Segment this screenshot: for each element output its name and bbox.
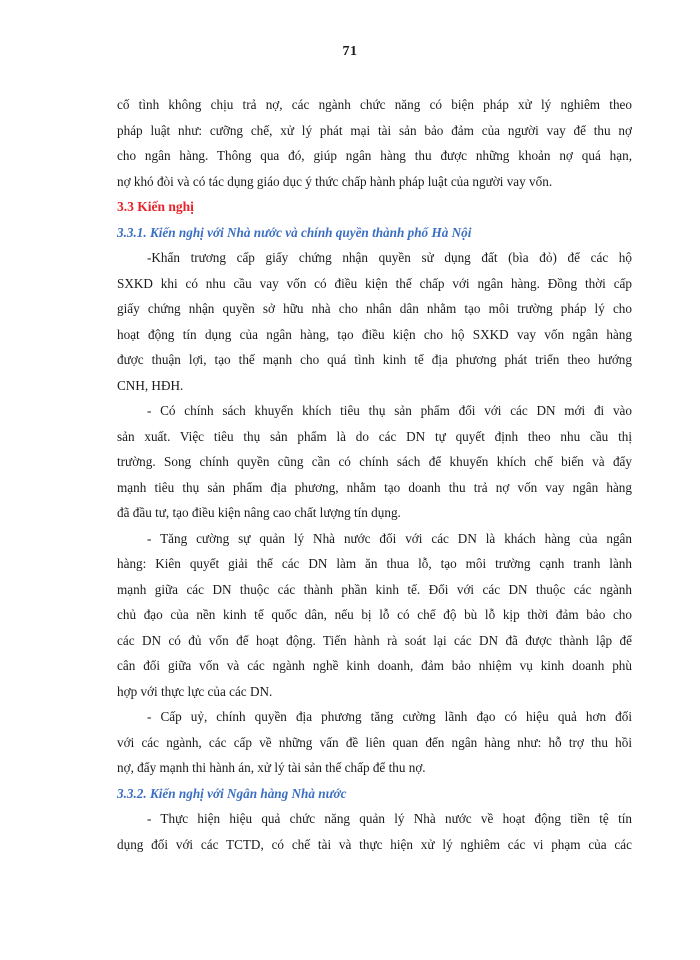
page-number: 71 <box>342 44 358 59</box>
subsection-heading-2: 3.3.2. Kiến nghị với Ngân hàng Nhà nước <box>117 785 347 801</box>
text-line: các DN có đủ vốn để hoạt động. Tiến hành rà soát lại các DN đã được thành lập để <box>117 632 632 648</box>
text-line: cân đối giữa vốn và các ngành nghề kinh doanh, đảm bảo nhiệm vụ kinh doanh phù <box>117 658 632 673</box>
text-line: pháp luật như: cưỡng chế, xử lý phát mại tài sản bảo đảm của người vay để thu nợ <box>117 122 632 138</box>
text-line: đã đầu tư, tạo điều kiện nâng cao chất lượng tín dụng. <box>117 505 401 520</box>
text-line: - Thực hiện hiệu quả chức năng quản lý Nhà nước về hoạt động tiền tệ tín <box>147 811 632 826</box>
text-line: - Cấp uỷ, chính quyền địa phương tăng cường lãnh đạo có hiệu quả hơn đối <box>147 709 632 724</box>
text-line: hàng: Kiên quyết giải thể các DN làm ăn thua lỗ, tạo môi trường cạnh tranh lành <box>117 556 632 571</box>
text-line: - Có chính sách khuyến khích tiêu thụ sản phẩm đối với các DN mới đi vào <box>147 403 632 418</box>
text-line: nợ khó đòi và có tác dụng giáo dục ý thức chấp hành pháp luật của người vay vốn. <box>117 173 553 189</box>
paragraph-state-management <box>117 526 632 705</box>
text-line: sản xuất. Việc tiêu thụ sản phẩm là do các DN tự quyết định theo nhu cầu thị <box>117 428 632 444</box>
text-line: trường. Song chính quyền cũng cần có chính sách để khuyến khích chế biến và đẩy <box>117 454 632 469</box>
text-line: cho ngân hàng. Thông qua đó, giúp ngân hàng thu được những khoản nợ quá hạn, <box>117 148 632 163</box>
paragraph-land-certificate <box>117 245 632 398</box>
text-line: dụng đối với các TCTD, có chế tài và thực hiện xử lý nghiêm các vi phạm của các <box>117 836 632 852</box>
text-line: với các ngành, các cấp về những vấn đề liên quan đến ngân hàng như: hỗ trợ thu hồi <box>117 734 632 750</box>
subsection-heading-1: 3.3.1. Kiến nghị với Nhà nước và chính quyền thành phố Hà Nội <box>117 224 472 240</box>
text-line: hợp với thực lực của các DN. <box>117 683 273 699</box>
text-line: mạnh tiêu thụ sản phẩm địa phương, nhằm tạo doanh thu trả nợ vốn vay ngân hàng <box>117 479 632 495</box>
text-line: giấy chứng nhận quyền sở hữu nhà cho nhân dân nhằm tạo môi trường pháp lý cho <box>117 301 632 316</box>
text-line: cố tình không chịu trả nợ, các ngành chức năng có biện pháp xử lý nghiêm theo <box>117 97 632 112</box>
text-line: - Tăng cường sự quản lý Nhà nước đối với các DN là khách hàng của ngân <box>147 530 632 546</box>
text-line: chủ đạo của nền kinh tế quốc dân, nếu bị lỗ có chế độ bù lỗ kịp thời đảm bảo cho <box>117 607 632 622</box>
paragraph-product-consumption <box>117 398 632 526</box>
text-line: được thuận lợi, tạo thế mạnh cho quá tình kinh tế địa phương phát triển theo hướng <box>117 352 632 367</box>
text-line: mạnh giữa các DN thuộc các thành phần kinh tế. Đối với các DN thuộc các ngành <box>117 581 632 597</box>
paragraph-local-leadership <box>117 704 632 781</box>
text-line: nợ, đẩy mạnh thi hành án, xử lý tài sản thế chấp để thu nợ. <box>117 760 426 775</box>
paragraph-monetary-management <box>117 806 632 857</box>
section-heading: 3.3 Kiến nghị <box>117 199 194 214</box>
text-line: CNH, HĐH. <box>117 377 184 393</box>
text-line: SXKD khi có nhu cầu vay vốn có điều kiện thế chấp với ngân hàng. Đồng thời cấp <box>117 275 632 291</box>
text-line: -Khẩn trương cấp giấy chứng nhận quyền sử dụng đất (bìa đỏ) để các hộ <box>147 250 632 265</box>
paragraph-continuation <box>117 92 632 194</box>
page-body <box>117 92 632 857</box>
text-line: hoạt động tín dụng của ngân hàng, tạo điều kiện cho hộ SXKD vay vốn ngân hàng <box>117 326 632 342</box>
